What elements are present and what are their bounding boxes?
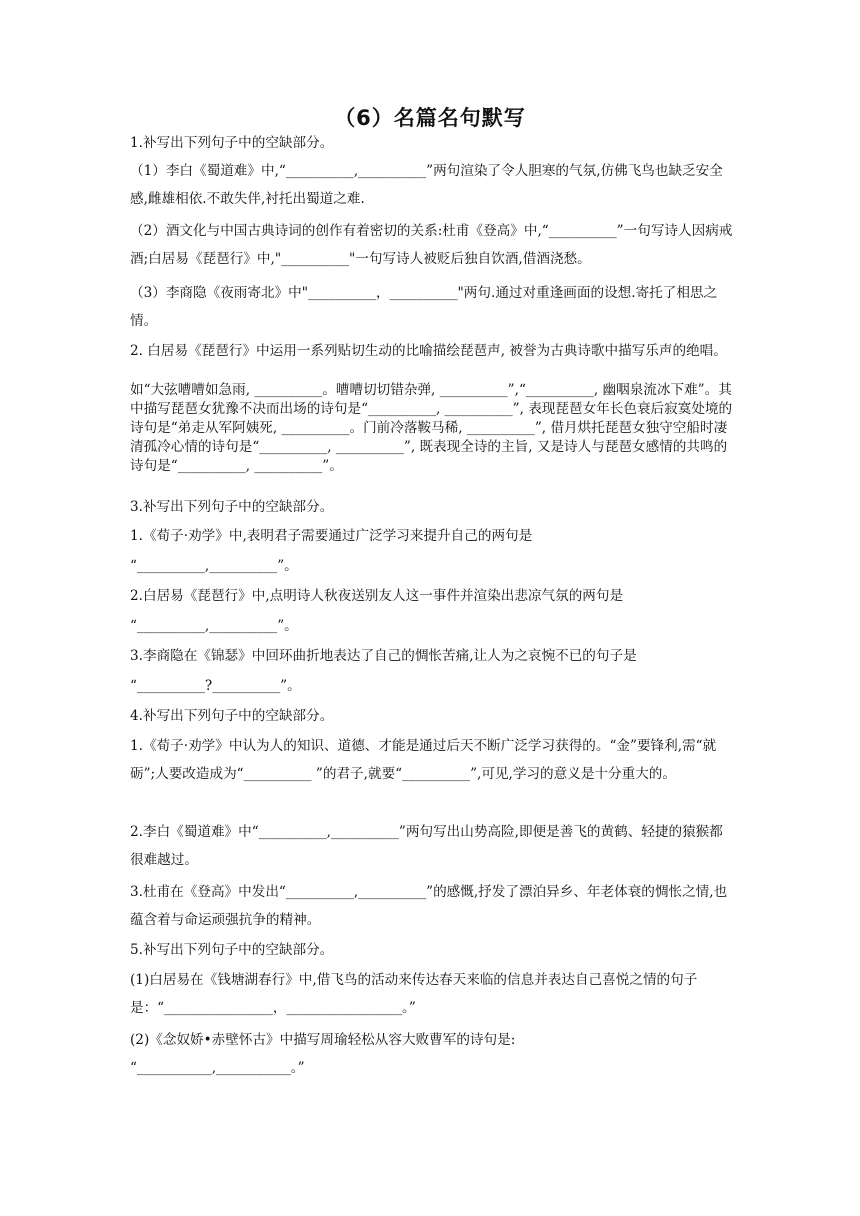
answer-line-5-2: “___________,___________。”: [130, 1060, 305, 1076]
question-3-3: 3.李商隐在《锦瑟》中回环曲折地表达了自己的惆怅苦痛,让人为之哀惋不已的句子是: [130, 648, 637, 664]
question-5-2: (2)《念奴娇•赤壁怀古》中描写周瑜轻松从容大败曹军的诗句是:: [130, 1032, 516, 1048]
question-1-2: （2）酒文化与中国古典诗词的创作有着密切的关系:杜甫《登高》中,“__________”一句写诗人因病戒酒;白居易《琵琶行》中,"__________"一句写诗人被贬后独自饮酒,借酒浇愁。: [130, 223, 733, 267]
question-3-2: 2.白居易《琵琶行》中,点明诗人秋夜送别友人这一事件并渲染出悲凉气氛的两句是: [130, 588, 624, 604]
answer-line-3-2: “__________,__________”。: [130, 618, 298, 634]
answer-line-3-1: “__________,__________”。: [130, 558, 298, 574]
question-4-1: 1.《荀子·劝学》中认为人的知识、道德、才能是通过后天不断广泛学习获得的。“金”要锋利,需“就砺”;人要改造成为“__________ ”的君子,就要“__________”,可见,学习的意义是十分重大的。: [130, 738, 717, 782]
question-1-3: （3）李商隐《夜雨寄北》中"__________，__________"两句.通过对重逢画面的设想.寄托了相思之情。: [130, 285, 718, 329]
question-4-2: 2.李白《蜀道难》中“__________,__________”两句写出山势高险,即便是善飞的黄鹤、轻捷的猿猴都很难越过。: [130, 824, 723, 868]
answer-line-3-3: “__________?__________”。: [130, 678, 301, 694]
section-5-heading: 5.补写出下列句子中的空缺部分。: [130, 942, 334, 958]
section-1-heading: 1.补写出下列句子中的空缺部分。: [130, 135, 334, 151]
section-4-heading: 4.补写出下列句子中的空缺部分。: [130, 708, 334, 724]
question-4-3: 3.杜甫在《登高》中发出“__________,__________”的感慨,抒发了漂泊异乡、年老体衰的惆怅之情,也蕴含着与命运顽强抗争的精神。: [130, 884, 728, 928]
section-2-intro: 2. 白居易《琵琶行》中运用一系列贴切生动的比喻描绘琵琶声, 被誉为古典诗歌中描写乐声的绝唱。: [130, 343, 727, 359]
page-title: （6）名篇名句默写: [334, 106, 526, 130]
section-2-body: 如“大弦嘈嘈如急雨, __________。嘈嘈切切错杂弹, __________”,“__________, 幽咽泉流冰下难”。其中描写琵琶女犹豫不决而出场的诗句是“__________, __________”, 表现琵琶女年长色衰后寂寞处境的诗句是“弟走从军阿姨死, __________。门前冷落鞍马稀, __________”, 借月烘托琵琶女独守空船时凄清孤冷心情的诗句是“__________, __________”, 既表现全诗的主旨, 又是诗人与琵琶女感情的共鸣的诗句是“__________, __________”。: [130, 382, 733, 474]
question-5-1: (1)白居易在《钱塘湖春行》中,借飞鸟的活动来传达春天来临的信息并表达自己喜悦之情的句子是：“________________，_________________。”: [130, 972, 698, 1016]
section-3-heading: 3.补写出下列句子中的空缺部分。: [130, 499, 334, 515]
question-1-1: （1）李白《蜀道难》中,“__________,__________”两句渲染了令人胆寒的气氛,仿佛飞鸟也缺乏安全感,雌雄相依.不敢失伴,衬托出蜀道之难.: [130, 163, 723, 207]
question-3-1: 1.《荀子·劝学》中,表明君子需要通过广泛学习来提升自己的两句是: [130, 528, 533, 544]
